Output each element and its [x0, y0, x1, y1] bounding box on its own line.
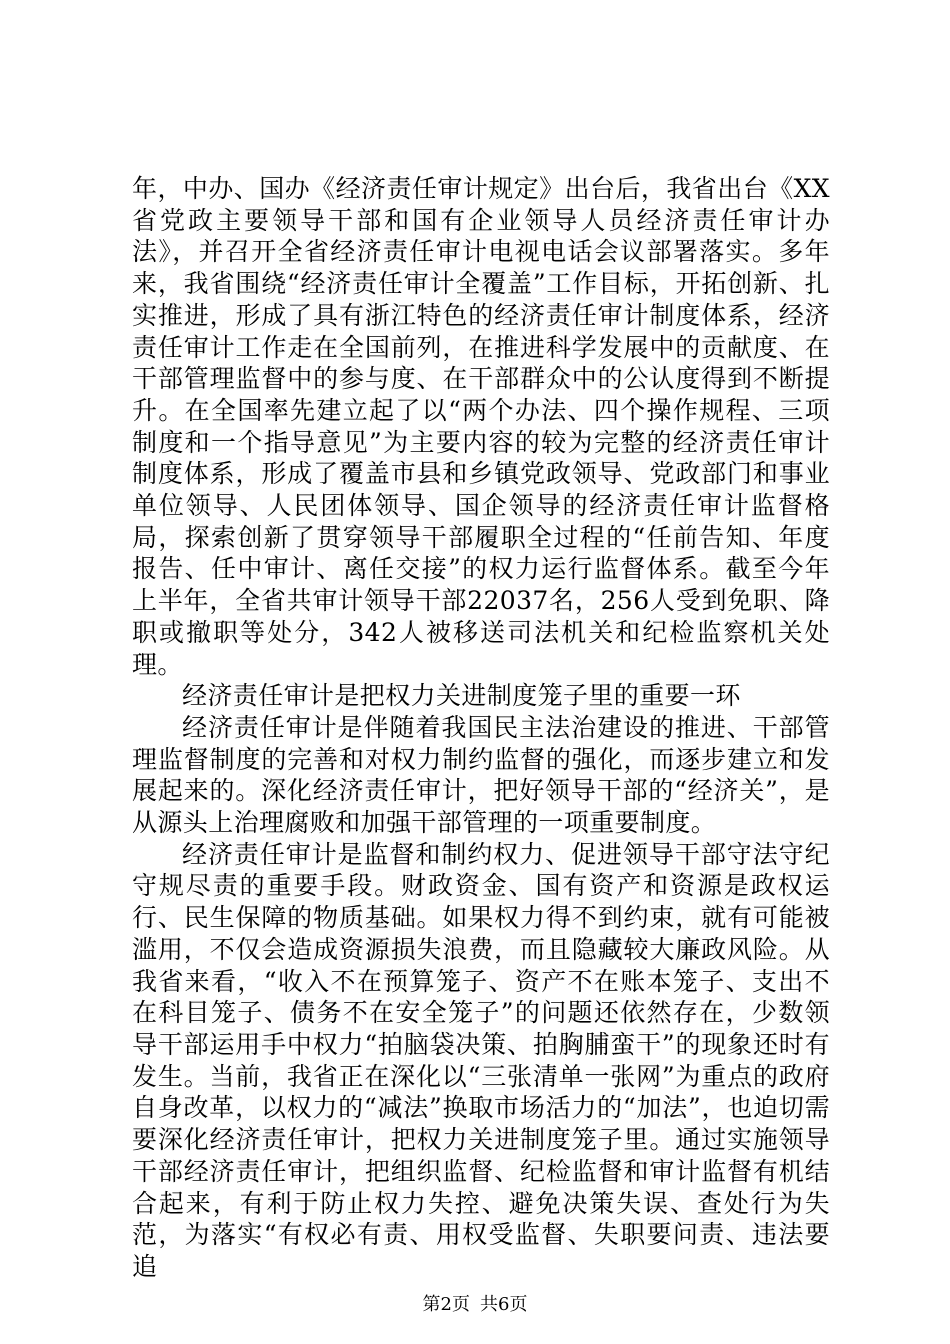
page-total: 共6页 — [480, 1294, 528, 1315]
document-body — [132, 173, 830, 1283]
page-number: 第2页 — [422, 1294, 470, 1315]
paragraph-continued: 年，中办、国办《经济责任审计规定》出台后，我省出台《XX省党政主要领导干部和国有企业领导人员经济责任审计办法》，并召开全省经济责任审计电视电话会议部署落实。多年来，我省围绕“经济责任审计全覆盖”工作目标，开拓创新、扎实推进，形成了具有浙江特色的经济责任审计制度体系，经济责任审计工作走在全国前列，在推进科学发展中的贡献度、在干部管理监督中的参与度、在干部群众中的公认度得到不断提升。在全国率先建立起了以“两个办法、四个操作规程、三项制度和一个指导意见”为主要内容的较为完整的经济责任审计制度体系，形成了覆盖市县和乡镇党政领导、党政部门和事业单位领导、人民团体领导、国企领导的经济责任审计监督格局，探索创新了贯穿领导干部履职全过程的“任前告知、年度报告、任中审计、离任交接”的权力运行监督体系。截至今年上半年，全省共审计领导干部22037名，256人受到免职、降职或撤职等处分，342人被移送司法机关和纪检监察机关处理。 — [132, 174, 830, 679]
page-footer — [0, 1294, 950, 1316]
paragraph: 经济责任审计是监督和制约权力、促进领导干部守法守纪守规尽责的重要手段。财政资金、国有资产和资源是政权运行、民生保障的物质基础。如果权力得不到约束，就有可能被滥用，不仅会造成资源损失浪费，而且隐藏较大廉政风险。从我省来看，“收入不在预算笼子、资产不在账本笼子、支出不在科目笼子、债务不在安全笼子”的问题还依然存在，少数领导干部运用手中权力“拍脑袋决策、拍胸脯蛮干”的现象还时有发生。当前，我省正在深化以“三张清单一张网”为重点的政府自身改革，以权力的“减法”换取市场活力的“加法”，也迫切需要深化经济责任审计，把权力关进制度笼子里。通过实施领导干部经济责任审计，把组织监督、纪检监督和审计监督有机结合起来，有利于防止权力失控、避免决策失误、查处行为失范，为落实“有权必有责、用权受监督、失职要问责、违法要追 — [132, 839, 830, 1281]
paragraph: 经济责任审计是伴随着我国民主法治建设的推进、干部管理监督制度的完善和对权力制约监督的强化，而逐步建立和发展起来的。深化经济责任审计，把好领导干部的“经济关”，是从源头上治理腐败和加强干部管理的一项重要制度。 — [132, 712, 830, 838]
section-heading: 经济责任审计是把权力关进制度笼子里的重要一环 — [182, 681, 741, 711]
